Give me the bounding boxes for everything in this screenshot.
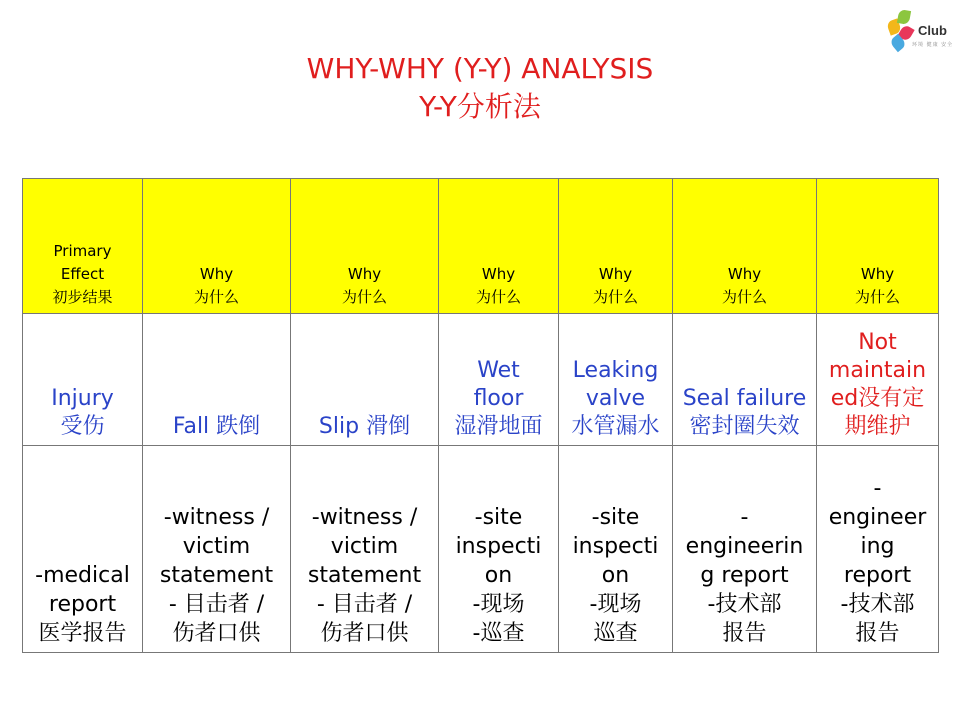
logo-tagline: 环境 健康 安全 [912, 42, 954, 48]
evidence-cell-site-inspection-1: -site inspecti on -现场 -巡查 [439, 446, 559, 653]
evidence-cell-witness-statement-1: -witness / victim statement - 目击者 / 伤者口供 [143, 446, 291, 653]
header-cell-why-3: Why 为什么 [439, 179, 559, 314]
evidence-cell-witness-statement-2: -witness / victim statement - 目击者 / 伤者口供 [291, 446, 439, 653]
header-cell-why-2: Why 为什么 [291, 179, 439, 314]
evidence-row [23, 446, 939, 653]
evidence-cell-medical-report: -medical report 医学报告 [23, 446, 143, 653]
effect-cell-fall: Fall 跌倒 [143, 314, 291, 446]
effect-cell-root-cause: Not maintain ed没有定 期维护 [817, 314, 939, 446]
logo-brand: Club [918, 23, 947, 38]
header-cell-why-6: Why 为什么 [817, 179, 939, 314]
why-why-analysis-table [22, 178, 939, 653]
effect-cell-seal-failure: Seal failure 密封圈失效 [673, 314, 817, 446]
effect-cell-slip: Slip 滑倒 [291, 314, 439, 446]
header-row [23, 179, 939, 314]
effect-cell-leaking-valve: Leaking valve 水管漏水 [559, 314, 673, 446]
leaf-icon-green [897, 9, 911, 25]
header-cell-why-5: Why 为什么 [673, 179, 817, 314]
header-cell-why-1: Why 为什么 [143, 179, 291, 314]
evidence-cell-engineering-report-1: - engineerin g report -技术部 报告 [673, 446, 817, 653]
evidence-cell-engineering-report-2: - engineer ing report -技术部 报告 [817, 446, 939, 653]
effect-cell-injury: Injury 受伤 [23, 314, 143, 446]
header-cell-why-4: Why 为什么 [559, 179, 673, 314]
page-title: WHY-WHY (Y-Y) ANALYSIS [306, 52, 654, 85]
hes-club-logo [886, 6, 956, 58]
page-subtitle: Y-Y分析法 [419, 90, 541, 123]
effect-row [23, 314, 939, 446]
evidence-cell-site-inspection-2: -site inspecti on -现场 巡查 [559, 446, 673, 653]
header-cell-primary-effect: Primary Effect 初步结果 [23, 179, 143, 314]
effect-cell-wet-floor: Wet floor 湿滑地面 [439, 314, 559, 446]
